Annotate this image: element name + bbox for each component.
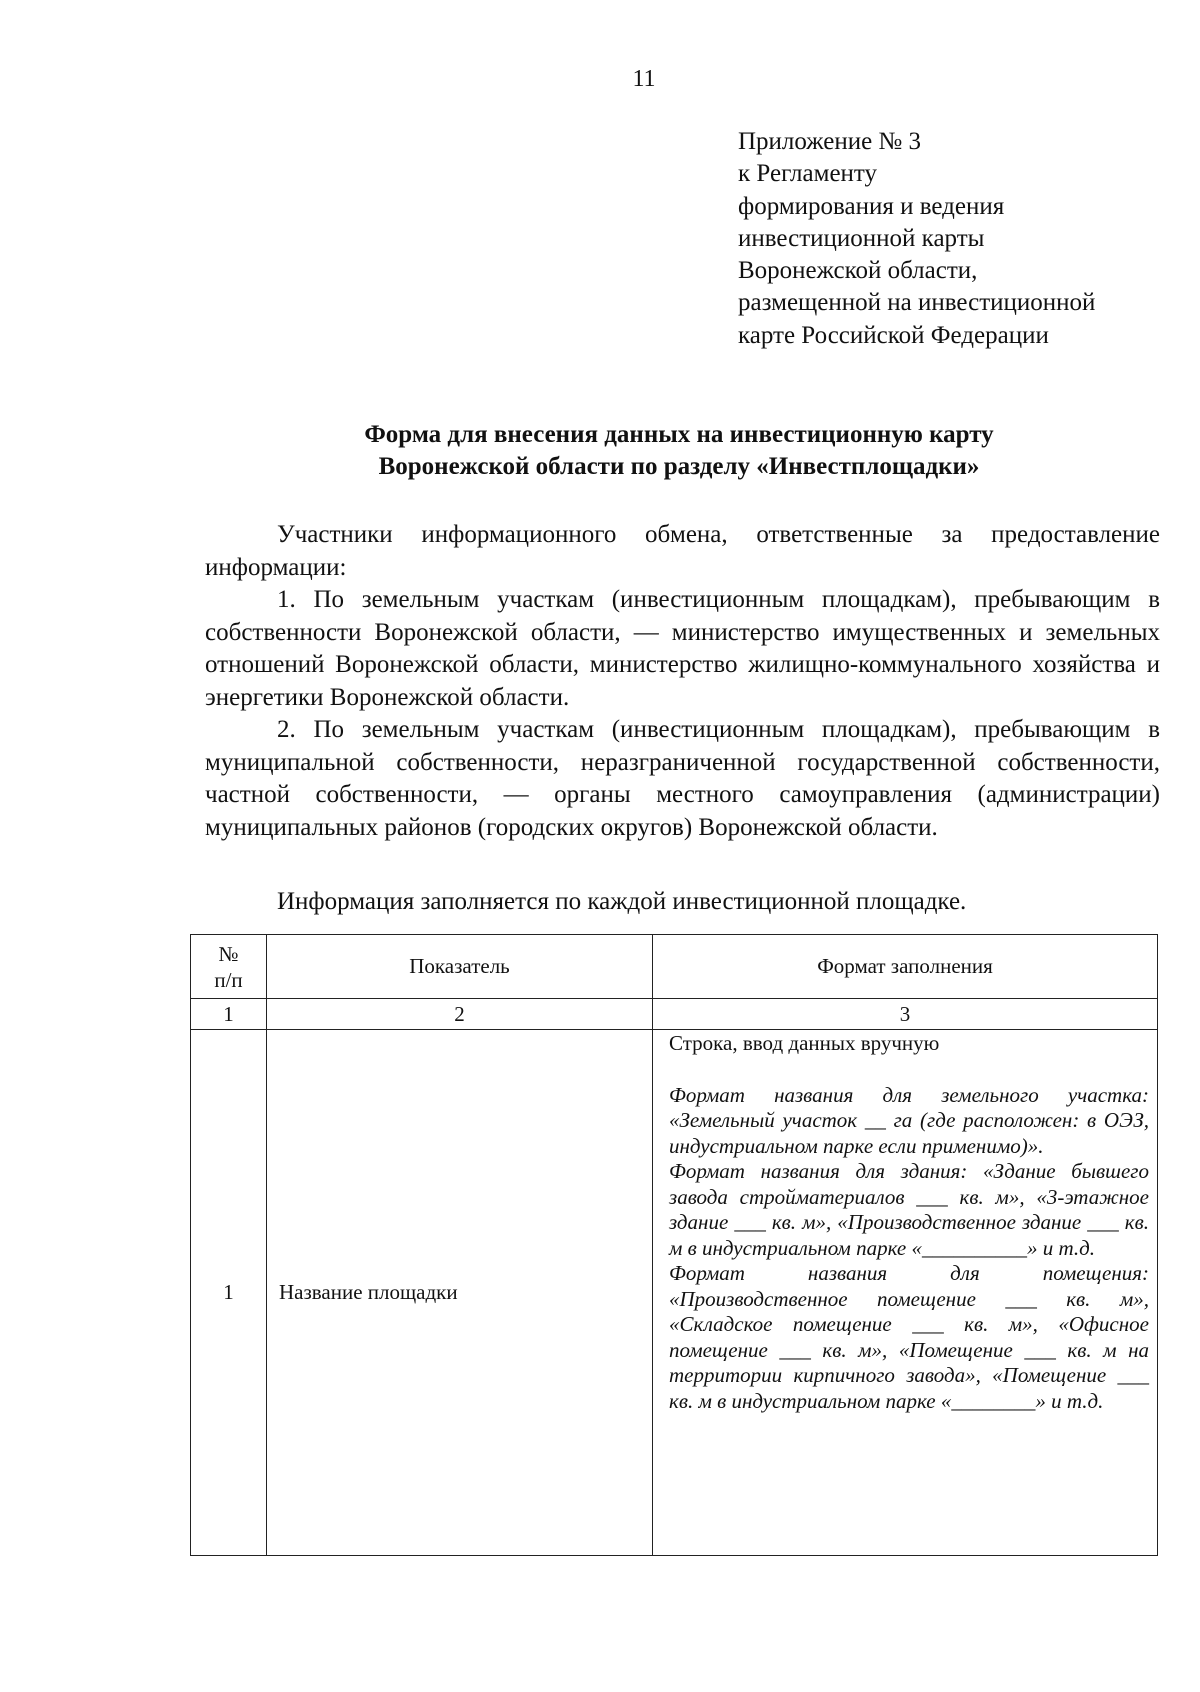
body-text <box>205 519 1160 844</box>
header-format: Формат заполнения <box>653 935 1158 999</box>
column-index-cell: 1 <box>191 999 267 1030</box>
data-form-table <box>190 934 1158 1556</box>
appendix-line: формирования и ведения <box>738 192 1005 220</box>
header-indicator: Показатель <box>267 935 653 999</box>
column-index-cell: 2 <box>267 999 653 1030</box>
fill-note: Информация заполняется по каждой инвестиционной площадке. <box>277 888 967 915</box>
form-title-line: Форма для внесения данных на инвестиционную карту <box>364 421 994 448</box>
appendix-line: карте Российской Федерации <box>738 321 1049 349</box>
row-number: 1 <box>191 1030 267 1556</box>
page-number: 11 <box>632 66 656 92</box>
appendix-line: Воронежской области, <box>738 257 978 285</box>
form-title-line: Воронежской области по разделу «Инвестплощадки» <box>378 453 980 480</box>
format-lead: Строка, ввод данных вручную <box>669 1031 940 1055</box>
appendix-line: к Регламенту <box>738 160 878 188</box>
appendix-line: размещенной на инвестиционной <box>738 289 1096 317</box>
header-num-symbol: № <box>218 941 239 966</box>
column-index-cell: 3 <box>653 999 1158 1030</box>
item-1-paragraph: 1. По земельным участкам (инвестиционным площадкам), пребывающим в собственности Воронежской области, — министерство имущественных и земельных отношений Воронежской области, министерство жилищно-коммунального хозяйства и энергетики Воронежской области. <box>205 586 1160 711</box>
header-num-abbr: п/п <box>214 967 243 992</box>
format-land: Формат названия для земельного участка: «Земельный участок __ га (где расположен: в ОЭЗ, индустриальном парке если применимо)». <box>669 1082 1149 1158</box>
item-2-paragraph: 2. По земельным участкам (инвестиционным площадкам), пребывающим в муниципальной собственности, неразграниченной государственной собственности, частной собственности, — органы местного самоуправления (администрации) муниципальных районов (городских округов) Воронежской области. <box>205 716 1160 841</box>
row-format <box>653 1030 1158 1556</box>
column-index-row <box>191 999 1158 1030</box>
appendix-line: инвестиционной карты <box>738 224 985 252</box>
row-indicator: Название площадки <box>267 1030 653 1556</box>
header-num <box>191 935 267 999</box>
table-row <box>191 1030 1158 1556</box>
appendix-block <box>738 126 1178 352</box>
table-header-row <box>191 935 1158 999</box>
format-premises: Формат названия для помещения: «Производственное помещение ___ кв. м», «Складское помещение ___ кв. м», «Офисное помещение ___ кв. м», «Помещение ___ кв. м на территории кирпичного завода», «Помещение ___ кв. м в индустриальном парке «________» и т.д. <box>669 1261 1149 1413</box>
form-title <box>205 419 1153 483</box>
appendix-line: Приложение № 3 <box>738 128 922 155</box>
format-building: Формат названия для здания: «Здание бывшего завода стройматериалов ___ кв. м», «3-этажное здание ___ кв. м», «Производственное здание ___ кв. м в индустриальном парке «__________» и т.д. <box>669 1159 1149 1260</box>
participants-paragraph: Участники информационного обмена, ответственные за предоставление информации: <box>205 521 1160 581</box>
